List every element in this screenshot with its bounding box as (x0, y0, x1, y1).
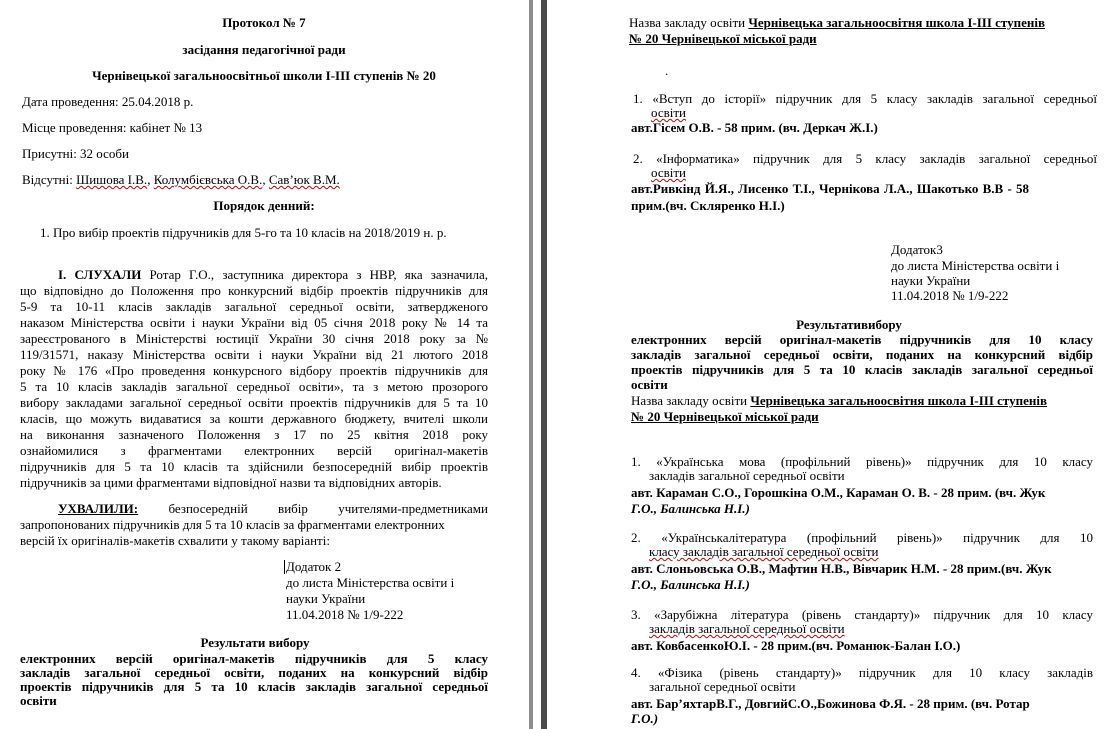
heard-line: 119/31571, наказу Міністерства освіти і науки України від 21 лютого 2018 (20, 347, 488, 362)
textbook-item-line: загальної середньої освіти (649, 679, 796, 694)
heard-line: підручників за цими фрагментами відповідної назви та відповідних авторів. (20, 475, 442, 490)
heard-line: вибору закладами загальної середньої освіти проектів підручників для 5 та 10 (20, 395, 488, 410)
meeting-date: Дата проведення: 25.04.2018 р. (22, 94, 194, 109)
textbook-item-authors: авт. Караман С.О., Горошкіна О.М., Караман О. В. - 28 прим. (вч. Жук (631, 485, 1046, 500)
results-line: закладів загальної середньої освіти, поданих на конкурсний відбір (631, 347, 1093, 362)
heard-line: І. СЛУХАЛИ Ротар Г.О., заступника директора з НВР, яка зазначила, (58, 267, 488, 282)
heard-line: класів, що можуть видаватися за кошти державного бюджету, вчителі школи (20, 411, 488, 426)
meeting-place: Місце проведення: кабінет № 13 (22, 120, 203, 135)
agenda-item: 1. Про вибір проектів підручників для 5-го та 10 класів на 2018/2019 н. р. (40, 225, 447, 240)
absent-name: Шишова І.В. (76, 172, 148, 187)
annex-line: 11.04.2018 № 1/9-222 (891, 288, 1009, 303)
decided-line: версій їх оригіналів-макетів схвалити у такому варіанті: (20, 533, 330, 548)
textbook-item-authors: Г.О., Балинська Н.І.) (631, 501, 750, 516)
results-title: Результати вибору (200, 635, 310, 650)
results-line: електронних версій оригінал-макетів підручників для 10 класу (631, 332, 1093, 347)
textbook-item-authors: авт. КовбасенкоЮ.І. - 28 прим.(вч. Романюк-Балан І.О.) (631, 638, 961, 653)
textbook-item-line: класу закладів загальної середньої освіти (649, 544, 879, 559)
heard-line: підручників для 5 та 10 класів та здійснили безпосередній вибір проектів (20, 459, 488, 474)
textbook-item-authors: Г.О.) (631, 711, 659, 726)
results-line: освіти (20, 693, 57, 708)
results-line: проектів підручників для 5 та 10 класів закладів загальної середньої (20, 679, 488, 694)
annex-line: до листа Міністерства освіти і (286, 575, 455, 590)
textbook-item-authors: авт.Ривкінд Й.Я., Лисенко Т.І., Чернікова Л.А., Шакотько В.В - 58 (631, 181, 1029, 196)
results-line: освіти (631, 377, 668, 392)
textbook-item-title: 2. «Українськалітература (профільний рівень)» підручник для 10 (631, 530, 1093, 545)
textbook-item-title: 1. «Українська мова (профільний рівень)» підручник для 10 класу (631, 454, 1093, 469)
annex-line: науки України (286, 591, 366, 606)
absent-name: Колумбієвська О.В. (153, 172, 263, 187)
heard-line: року № 176 «Про проведення конкурсного відбору проектів підручників для (20, 363, 488, 378)
annex-line: 11.04.2018 № 1/9-222 (286, 607, 404, 622)
decided-line: УХВАЛИЛИ: безпосередній вибір учителями-предметниками (58, 501, 488, 516)
institution-line: Назва закладу освіти Чернівецька загальноосвітня школа І-ІІІ ступенів (629, 15, 1046, 30)
document-page-right (549, 0, 1108, 729)
document-page-left (0, 0, 528, 729)
textbook-item-title: 2. «Інформатика» підручник для 5 класу закладів загальної середньої (633, 151, 1097, 166)
decided-line: запропонованих підручників для 5 та 10 класів за фрагментами електронних (20, 517, 445, 532)
results-title: Результативибору (796, 317, 902, 332)
annex-line: до листа Міністерства освіти і (891, 258, 1060, 273)
heard-line: зареєстрованого в Міністерстві юстиції України 30 січня 2018 року за № (20, 331, 488, 346)
textbook-item-authors: авт.Гісем О.В. - 58 прим. (вч. Деркач Ж.І.) (631, 120, 878, 135)
textbook-item-line: закладів загальної середньої освіти (649, 468, 845, 483)
institution-line: № 20 Чернівецької міської ради (631, 409, 819, 424)
textbook-item-line: освіти (651, 105, 686, 120)
agenda-title: Порядок денний: (213, 198, 315, 213)
absent-label: Відсутні: (22, 172, 73, 187)
textbook-item-authors: прим.(вч. Скляренко Н.І.) (631, 198, 785, 213)
textbook-item-title: 1. «Вступ до історії» підручник для 5 класу закладів загальної середньої (633, 91, 1097, 106)
heard-line: на виконання зазначеного Положення з 17 по 25 квітня 2018 року (20, 427, 488, 442)
annex-line: науки України (891, 273, 971, 288)
school-name: Чернівецької загальноосвітньої школи І-ІІІ ступенів № 20 (92, 68, 436, 83)
heard-label: І. СЛУХАЛИ (58, 267, 142, 282)
textbook-item-title: 3. «Зарубіжна література (рівень стандарту)» підручник для 10 класу (631, 607, 1093, 622)
annex-line: Додаток3 (891, 242, 943, 257)
page-divider-gap (533, 0, 541, 729)
results-line: закладів загальної середньої освіти, поданих на конкурсний відбір (20, 665, 488, 680)
results-line: електронних версій оригінал-макетів підручників для 5 класу (20, 651, 488, 666)
textbook-item-title: 4. «Фізика (рівень стандарту)» підручник для 10 класу закладів (631, 665, 1093, 680)
institution-line: Назва закладу освіти Чернівецька загальноосвітня школа І-ІІІ ступенів (631, 393, 1048, 408)
textbook-item-authors: авт. Слоньовська О.В., Мафтин Н.В., Вівчарик Н.М. - 28 прим.(вч. Жук (631, 561, 1052, 576)
stray-dot: . (665, 63, 669, 78)
annex-line: Додаток 2 (286, 559, 342, 574)
page-divider-shadow (541, 0, 547, 729)
protocol-title: Протокол № 7 (222, 15, 306, 30)
heard-line: наказом Міністерства освіти і науки України від 05 січня 2018 року № 14 та (20, 315, 488, 330)
textbook-item-authors: авт. Бар’яхтарВ.Г., ДовгийС.О.,Божинова Ф.Я. - 28 прим. (вч. Ротар (631, 696, 1030, 711)
heard-line: 5-9 та 10-11 класів закладів загальної середньої освіти, затвердженого (20, 299, 488, 314)
present-count: Присутні: 32 особи (22, 146, 129, 161)
textbook-item-line: закладів загальної середньої освіти (649, 621, 845, 636)
heard-line: 5 та 10 класів закладів загальної середньої освіти», та з метою прозорого (20, 379, 488, 394)
institution-line: № 20 Чернівецької міської ради (629, 31, 817, 46)
absent-line: Відсутні: Шишова І.В., Колумбієвська О.В., Сав’юк В.М. (22, 172, 340, 187)
textbook-item-authors: Г.О., Балинська Н.І.) (631, 577, 750, 592)
textbook-item-line: освіти (651, 165, 686, 180)
heard-line: що відповідно до Положення про конкурсний відбір проектів підручників для (20, 283, 488, 298)
heard-line: ознайомилися з фрагментами електронних версій оригінал-макетів (20, 443, 488, 458)
decided-label: УХВАЛИЛИ: (58, 501, 139, 516)
absent-name: Сав’юк В.М. (268, 172, 340, 187)
protocol-subtitle: засідання педагогічної ради (182, 42, 346, 57)
text-cursor (284, 560, 285, 574)
results-line: проектів підручників для 5 та 10 класів закладів загальної середньої (631, 362, 1093, 377)
